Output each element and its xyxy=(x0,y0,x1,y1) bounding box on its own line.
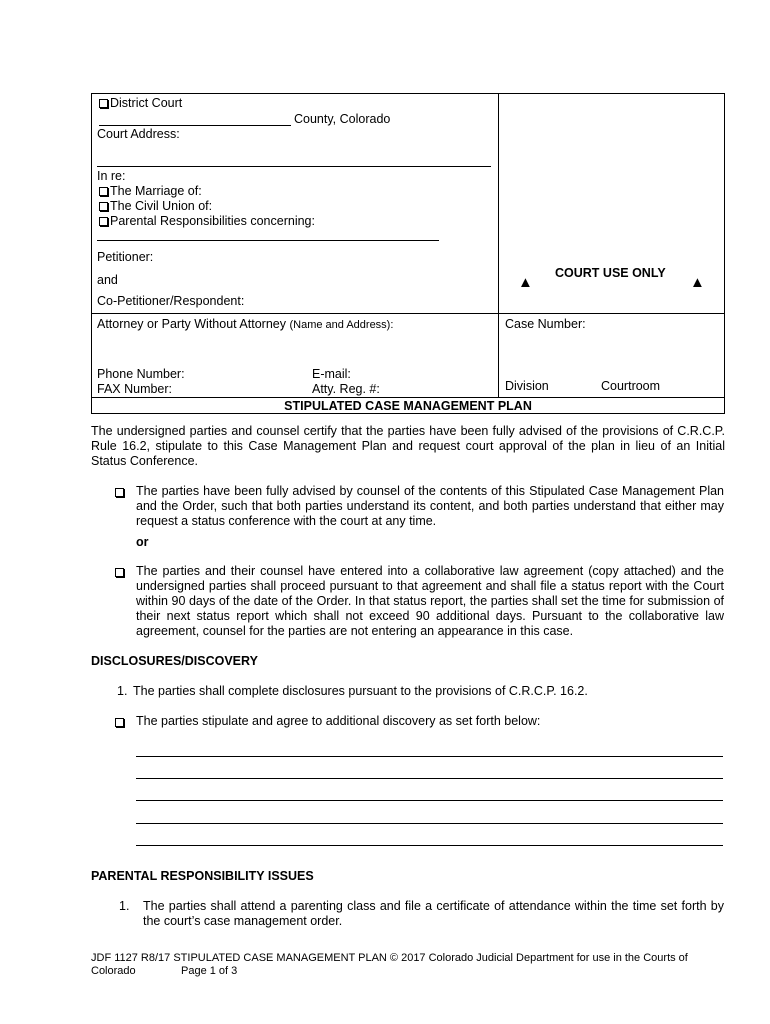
parties-blank[interactable] xyxy=(97,240,439,241)
additional-discovery-text: The parties stipulate and agree to additional discovery as set forth below: xyxy=(136,714,541,728)
district-court-checkbox[interactable] xyxy=(99,99,108,108)
email-label: E-mail: xyxy=(312,367,351,381)
courtroom-label: Courtroom xyxy=(601,379,661,393)
disclosure-number: 1. xyxy=(117,684,128,698)
and-label: and xyxy=(97,273,118,287)
parental-heading: PARENTAL RESPONSIBILITY ISSUES xyxy=(91,869,314,883)
phone-label: Phone Number: xyxy=(97,367,185,381)
footer-line1: JDF 1127 R8/17 STIPULATED CASE MANAGEMENT PLAN © 2017 Colorado Judicial Department for use in the Courts of xyxy=(91,952,688,964)
co-petitioner-label: Co-Petitioner/Respondent: xyxy=(97,294,245,308)
caption-box xyxy=(91,93,725,414)
atty-reg-label: Atty. Reg. #: xyxy=(312,382,380,396)
division-label: Division xyxy=(505,379,549,393)
discovery-line-1[interactable] xyxy=(136,756,723,757)
in-re-label: In re: xyxy=(97,169,126,183)
disclosure-item: The parties shall complete disclosures pursuant to the provisions of C.R.C.P. 16.2. xyxy=(133,684,588,698)
footer-state: Colorado xyxy=(91,965,136,977)
footer-page: Page 1 of 3 xyxy=(181,965,238,977)
intro-paragraph: The undersigned parties and counsel certify that the parties have been fully advised of the provisions of C.R.C.P. Rule 16.2, stipulate to this Case Management Plan and request court approval of the plan in lieu of an Initial Status Conference. xyxy=(91,424,725,468)
attorney-label xyxy=(97,317,393,331)
county-blank[interactable] xyxy=(99,125,291,126)
option1-checkbox[interactable] xyxy=(115,485,126,499)
civil-union-label: The Civil Union of: xyxy=(110,199,213,213)
left-up-arrow-icon: ▲ xyxy=(518,274,533,291)
court-address-label: Court Address: xyxy=(97,127,180,141)
attorney-note: (Name and Address): xyxy=(289,319,394,331)
parental-option[interactable] xyxy=(99,214,315,228)
discovery-line-5[interactable] xyxy=(136,845,723,846)
petitioner-label: Petitioner: xyxy=(97,250,154,264)
parental-label: Parental Responsibilities concerning: xyxy=(110,214,315,228)
parental-item: The parties shall attend a parenting class and file a certificate of attendance within the time set forth by the court’s case management order. xyxy=(143,899,724,928)
additional-discovery-checkbox[interactable] xyxy=(115,715,126,729)
discovery-line-3[interactable] xyxy=(136,800,723,801)
civil-union-checkbox[interactable] xyxy=(99,202,108,211)
option2-box[interactable] xyxy=(115,568,124,577)
disclosures-heading: DISCLOSURES/DISCOVERY xyxy=(91,654,258,668)
district-court-label: District Court xyxy=(110,96,183,110)
parental-number: 1. xyxy=(119,899,130,913)
parental-checkbox[interactable] xyxy=(99,217,108,226)
option1-text: The parties have been fully advised by counsel of the contents of this Stipulated Case Management Plan and the Order, such that both parties understand its content, and both parties understand that either may request a status conference with the court at any time. xyxy=(136,484,724,528)
discovery-line-2[interactable] xyxy=(136,778,723,779)
case-number-label: Case Number: xyxy=(505,317,586,331)
caption-divider-vertical xyxy=(498,93,499,398)
caption-divider-attorney xyxy=(91,313,725,314)
caption-divider-title xyxy=(91,397,725,398)
option2-checkbox[interactable] xyxy=(115,565,126,579)
or-label: or xyxy=(136,535,149,549)
option2-text: The parties and their counsel have entered into a collaborative law agreement (copy attached) and the undersigned parties shall proceed pursuant to that agreement and shall file a status report with the Court within 90 days of the date of the Order. In that status report, the parties shall set the time for submission of their next status report which shall not exceed 90 additional days. Pursuant to the collaborative law agreement, counsel for the parties are not entering an appearance in this case. xyxy=(136,564,724,638)
marriage-option[interactable] xyxy=(99,184,202,198)
marriage-checkbox[interactable] xyxy=(99,187,108,196)
form-title: STIPULATED CASE MANAGEMENT PLAN xyxy=(284,399,532,413)
discovery-line-4[interactable] xyxy=(136,823,723,824)
district-court-option[interactable] xyxy=(99,96,182,110)
county-label: County, Colorado xyxy=(294,112,391,126)
attorney-label-text: Attorney or Party Without Attorney xyxy=(97,317,286,331)
additional-discovery-box[interactable] xyxy=(115,718,124,727)
court-address-blank[interactable] xyxy=(97,166,491,167)
fax-label: FAX Number: xyxy=(97,382,173,396)
option1-box[interactable] xyxy=(115,488,124,497)
civil-union-option[interactable] xyxy=(99,199,212,213)
right-up-arrow-icon: ▲ xyxy=(690,274,705,291)
court-use-only-label: COURT USE ONLY xyxy=(555,266,666,280)
marriage-label: The Marriage of: xyxy=(110,184,202,198)
